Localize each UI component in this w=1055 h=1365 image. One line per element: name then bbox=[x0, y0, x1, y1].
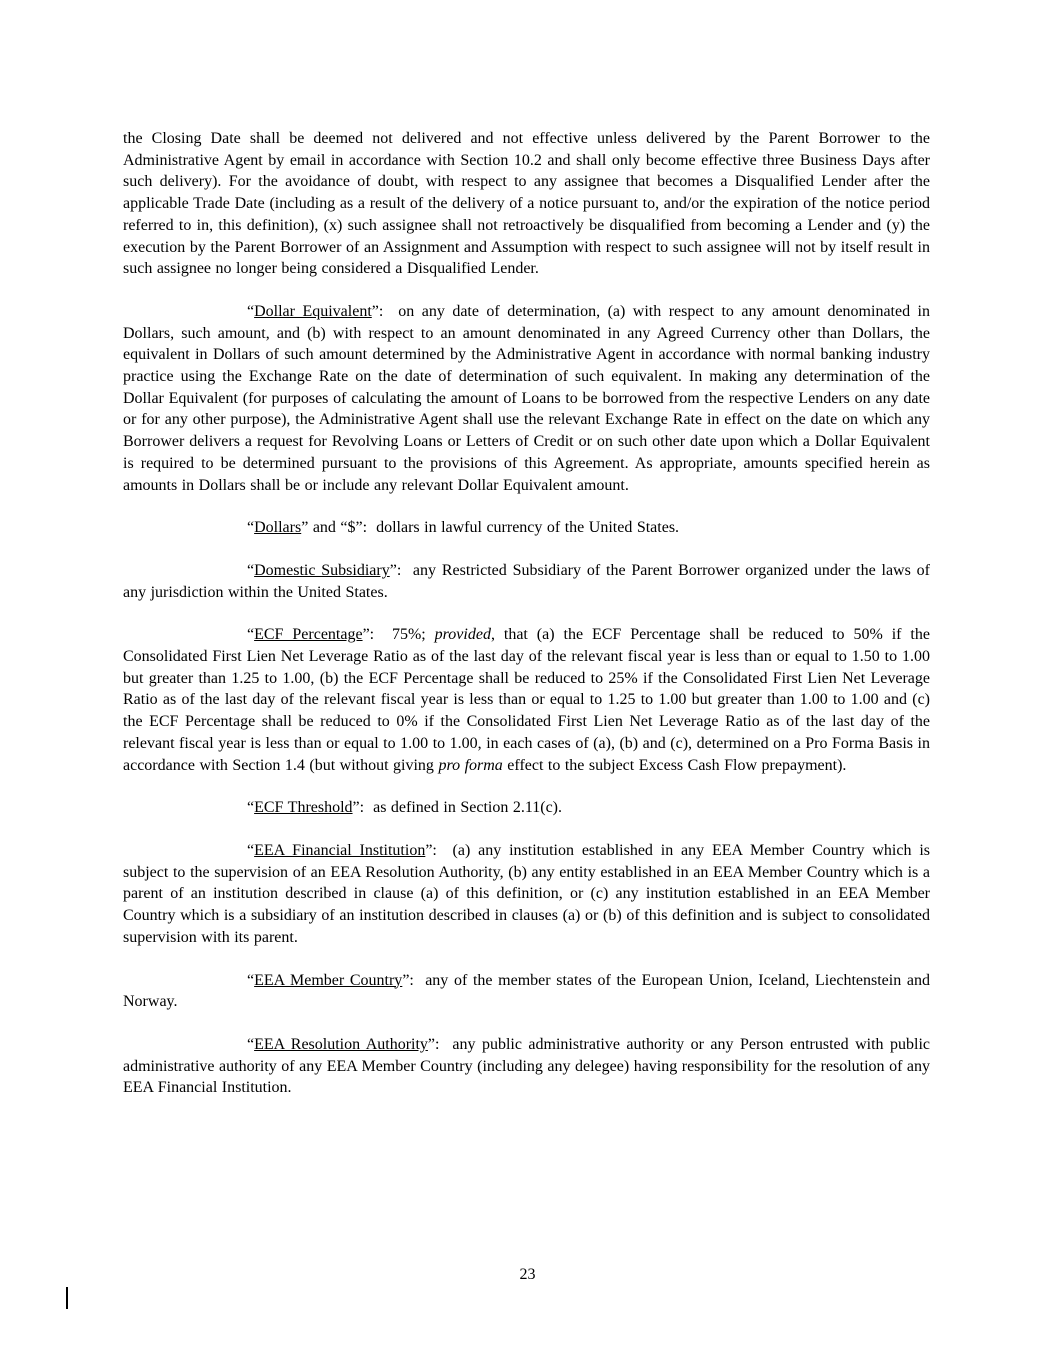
open-quote: “ bbox=[247, 971, 255, 989]
definition-dollar-equivalent bbox=[123, 301, 930, 496]
definition-text: , that (a) the ECF Percentage shall be reduced to 50% if the Consolidated First Lien Net Leverage Ratio as of the last day of the relevant fiscal year is less than or equal to 1.50 to 1.00 but greater than 1.25 to 1.00, (b) the ECF Percentage shall be reduced to 25% if the Consolidated First Lien Net Leverage Ratio as of the last day of the relevant fiscal year is less than or equal to 1.25 to 1.00 but greater than 1.00 to 1.00 and (c) the ECF Percentage shall be reduced to 0% if the Consolidated First Lien Net Leverage Ratio as of the last day of the relevant fiscal year is less than or equal to 1.00 to 1.00, in each cases of (a), (b) and (c), determined on a Pro Forma Basis in accordance with Section 1.4 (but without giving bbox=[123, 626, 930, 774]
defined-term-domestic-subsidiary: Domestic Subsidiary bbox=[254, 561, 390, 579]
definition-text: ”: as defined in Section 2.11(c). bbox=[352, 799, 562, 817]
open-quote: “ bbox=[247, 841, 255, 859]
definition-text: ”: any Restricted Subsidiary of the Parent Borrower organized under the laws of any jurisdiction within the United States. bbox=[123, 561, 931, 601]
defined-term-eea-financial-institution: EEA Financial Institution bbox=[254, 841, 426, 859]
definition-dollars bbox=[123, 517, 930, 539]
definition-text: ”: any public administrative authority or any Person entrusted with public administrative authority of any EEA Member Country (including any delegee) having responsibility for the resolution of any EEA Financial Institution. bbox=[123, 1035, 930, 1097]
definition-text: ”: any of the member states of the European Union, Iceland, Liechtenstein and Norway. bbox=[123, 971, 930, 1011]
definition-ecf-threshold bbox=[123, 797, 930, 819]
body-text: the Closing Date shall be deemed not delivered and not effective unless delivered by the Parent Borrower to the Administrative Agent by email in accordance with Section 10.2 and shall only become effective three Business Days after such delivery). For the avoidance of doubt, with respect to any assignee that becomes a Disqualified Lender after the applicable Trade Date (including as a result of the delivery of a notice pursuant to, and/or the expiration of the notice period referred to in, this definition), (x) such assignee shall not retroactively be disqualified from becoming a Lender and (y) the execution by the Parent Borrower of an Assignment and Assumption with respect to such assignee will not by itself result in such assignee no longer being considered a Disqualified Lender. bbox=[123, 130, 930, 278]
open-quote: “ bbox=[247, 519, 255, 537]
open-quote: “ bbox=[247, 561, 255, 579]
definition-text: ” and “$”: dollars in lawful currency of the United States. bbox=[301, 519, 680, 537]
margin-cursor-artifact bbox=[66, 1287, 68, 1309]
open-quote: “ bbox=[247, 1035, 255, 1053]
defined-term-ecf-percentage: ECF Percentage bbox=[254, 626, 363, 644]
italic-provided: provided bbox=[434, 626, 491, 644]
italic-pro-forma: pro forma bbox=[438, 756, 503, 774]
open-quote: “ bbox=[247, 302, 255, 320]
definition-ecf-percentage bbox=[123, 624, 930, 776]
definition-text: ”: on any date of determination, (a) with respect to any amount denominated in Dollars, such amount, and (b) with respect to an amount denominated in any Agreed Currency other than Dollars, the equivalent in Dollars of such amount determined by the Administrative Agent in accordance with normal banking industry practice using the Exchange Rate on the date of determination of such equivalent. In making any determination of the Dollar Equivalent (for purposes of calculating the amount of Loans to be borrowed from the respective Lenders on any date or for any other purpose), the Administrative Agent shall use the relevant Exchange Rate in effect on the date on which any Borrower delivers a request for Revolving Loans or Letters of Credit or on such other date upon which a Dollar Equivalent is required to be determined pursuant to the provisions of this Agreement. As appropriate, amounts specified herein as amounts in Dollars shall be or include any relevant Dollar Equivalent amount. bbox=[123, 302, 931, 494]
paragraph-disqualified-lender-continuation bbox=[123, 128, 930, 280]
definition-text: ”: 75%; bbox=[362, 626, 435, 644]
open-quote: “ bbox=[247, 799, 255, 817]
definition-text: ”: (a) any institution established in any EEA Member Country which is subject to the supervision of an EEA Resolution Authority, (b) any entity established in an EEA Member Country which is a parent of an institution described in clause (a) of this definition, or (c) any institution established in an EEA Member Country which is a subsidiary of an institution described in clauses (a) or (b) of this definition and is subject to consolidated supervision with its parent. bbox=[123, 841, 930, 946]
defined-term-eea-resolution-authority: EEA Resolution Authority bbox=[254, 1035, 428, 1053]
defined-term-eea-member-country: EEA Member Country bbox=[254, 971, 403, 989]
defined-term-dollar-equivalent: Dollar Equivalent bbox=[254, 302, 372, 320]
definition-eea-member-country bbox=[123, 970, 930, 1013]
definition-eea-resolution-authority bbox=[123, 1034, 930, 1099]
definition-domestic-subsidiary bbox=[123, 560, 930, 603]
page-number: 23 bbox=[519, 1266, 536, 1283]
definition-text: effect to the subject Excess Cash Flow prepayment). bbox=[502, 756, 847, 774]
defined-term-ecf-threshold: ECF Threshold bbox=[254, 799, 353, 817]
defined-term-dollars: Dollars bbox=[254, 519, 302, 537]
open-quote: “ bbox=[247, 626, 255, 644]
definition-eea-financial-institution bbox=[123, 840, 930, 949]
